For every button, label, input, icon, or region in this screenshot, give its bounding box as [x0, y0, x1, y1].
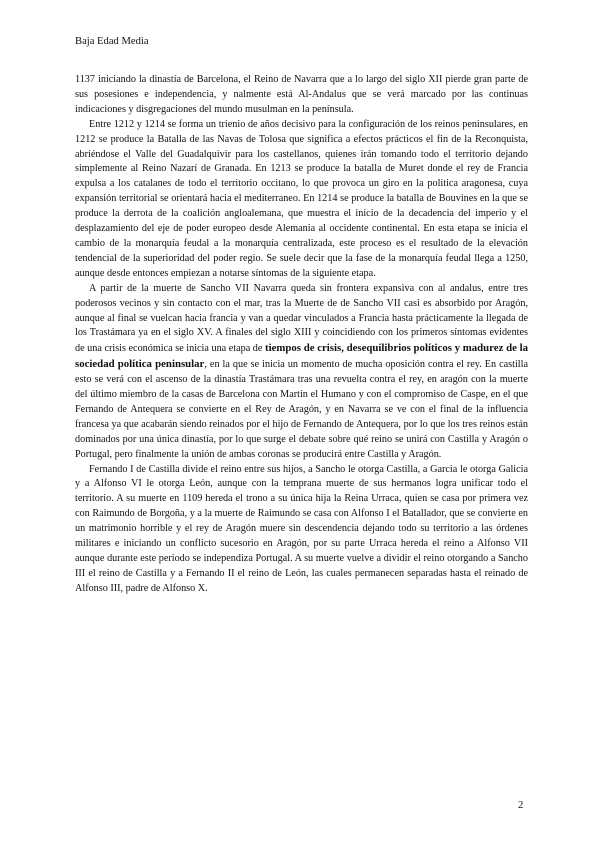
paragraph-1: 1137 iniciando la dinastía de Barcelona, el Reino de Navarra que a lo largo del siglo XII pierde gran parte de sus posesiones e independencia, y nalmente está Al-Andalus que se verá marcado por las continuas indicaciones y disgregaciones del mundo musulman en la península.	[75, 74, 528, 115]
paragraph-3-bold-phrase: tiempos de crisis, desequilibrios políticos y madurez de la sociedad política peninsular	[75, 342, 528, 371]
body-text	[75, 73, 528, 597]
paragraph-4: Fernando I de Castilla divide el reino entre sus hijos, a Sancho le otorga Castilla, a Garcia le otorga Galicia y a Alfonso VI le otorga León, aunque con la temprana muerte de sus hermanos logra unificar todo el territorio. A su muerte en 1109 hereda el trono a su única hija la Reina Urraca, quien se casa por primera vez con Raimundo de Borgoña, y a la muerte de Raimundo se casa con Alfonso I el Batallador, que se convierte en un matrimonio horrible y el rey de Aragón muere sin descendencia dejando todo su territorio a las órdenes militares e iniciando un conflicto sucesorio en Aragón, por su parte Urraca hereda el reino a Alfonso VII aunque durante este periodo se independiza Portugal. A su muerte vuelve a dividir el reino otorgando a Sancho III el reino de Castilla y a Fernando II el reino de León, las cuales permanecen separadas hasta el reinado de Alfonso III, padre de Alfonso X.	[75, 463, 528, 594]
paragraph-2: Entre 1212 y 1214 se forma un trienio de años decisivo para la configuración de los reinos peninsulares, en 1212 se produce la Batalla de las Navas de Tolosa que significa a efectos prácticos el fin de la Reconquista, abriéndose el Valle del Guadalquivir para los castellanos, quienes irán tomando todo el territorio dejando simplemente al Reino Nazarí de Granada. En 1213 se produce la batalla de Muret donde el rey de Francia expulsa a los catalanes de todo el territorio occitano, lo que provoca un giro en la política aragonesa, cuya expansión territorial se orientará hacia el mediterraneo. En 1214 se produce la batalla de Bouvines en la que se produce la derrota de la coalición angloalemana, que muestra el inicio de la decadencia del imperio y el desplazamiento del eje de poder europeo desde Alemania al occidente continental. En esta etapa se inicia el cambio de la monarquía feudal a la monarquía centralizada, este proceso es el resultado de la elevación tendencial de la superioridad del poder regio. Se suele decir que la fase de la monarquía feudal llega a 1250, aunque desde entonces empiezan a notarse síntomas de la siguiente etapa.	[75, 118, 528, 279]
paragraph-3-text-after: , en la que se inicia un momento de mucha oposición contra el rey. En castilla esto se verá con el ascenso de la dinastía Trastámara tras una revuelta contra el rey, en aragón con la muerte del último miembro de la casas de Barcelona con Martín el Humano y con el compromiso de Caspe, en el que Fernando de Antequera se convierte en el Rey de Aragón, y en Navarra se ve con el final de la influencia francesa ya que acabarán siendo reinados por el hijo de Fernando de Antequera, por lo que los tres reinos están dominados por una única dinastía, por lo que surge el debate sobre qué reino se unirá con Castilla y Aragón o Portugal, pero finalmente la unión de ambas coronas se producirá entre Castilla y Aragón.	[75, 359, 528, 460]
running-header: Baja Edad Media	[75, 36, 149, 47]
paragraph-3-text-before: A partir de la muerte de Sancho VII Navarra queda sin frontera expansiva con al andalus, entre tres poderosos vecinos y sin contacto con el mar, tras la Muerte de de Sancho VII casi es absorbido por Aragón, aunque al final se vuelcan hacia francia y van a quedar vinculados a Francia hasta prácticamente la llegada de los Trastámara ya en el siglo XV. A finales del siglo XIII y coincidiendo con los primeros síntomas evidentes de una crisis económica se inicia una etapa de	[75, 282, 528, 355]
paragraph-3	[75, 282, 528, 463]
page-number: 2	[518, 800, 524, 811]
